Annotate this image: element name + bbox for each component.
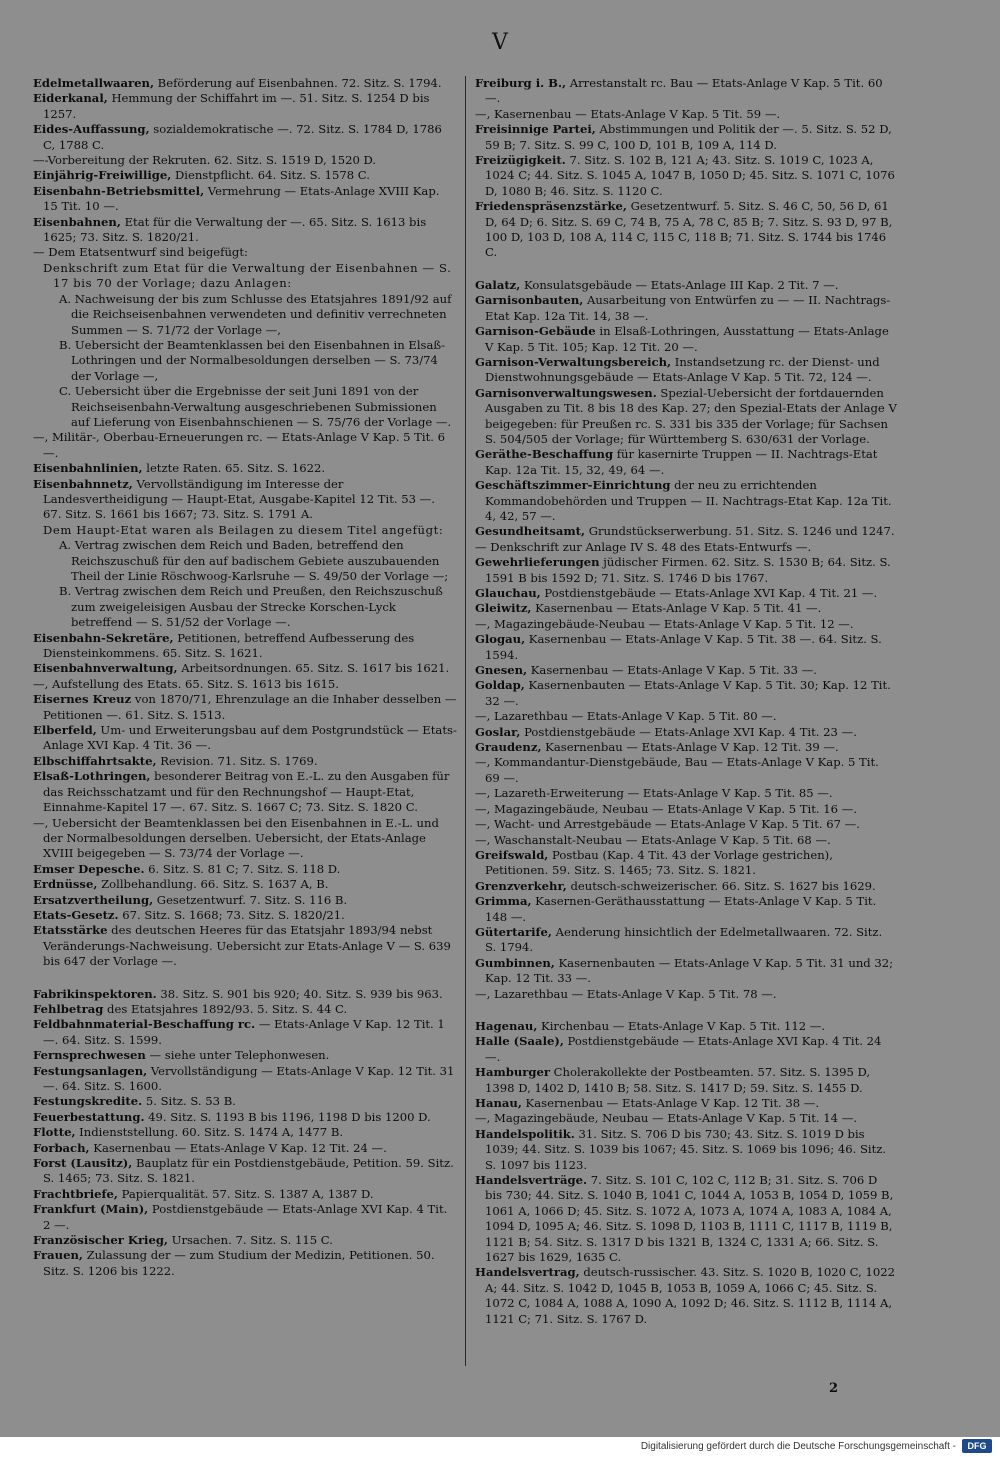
index-entry-heading: Forst (Lausitz), [33,1156,133,1171]
index-entry [33,91,457,122]
index-entry-text: der neu zu errichtenden Kommandobehörden und Truppen — II. Nachtrags-Etat Kap. 12a Tit. 4, 42, 57 —. [485,478,892,523]
index-entry-heading: Elberfeld, [33,723,97,738]
index-entry-text: Gesetzentwurf. 5. Sitz. S. 46 C, 50, 56 D, 61 D, 64 D; 6. Sitz. S. 69 C, 74 B, 75 A, 78 C, 85 B; 7. Sitz. S. 93 D, 97 B, 100 D, 103 D, 108 A, 114 C, 115 C, 118 B; 71. Sitz. S. 1744 bis 1746 C. [485,199,893,260]
index-entry [475,1096,897,1111]
index-entry [475,122,897,153]
index-entry-text: 38. Sitz. S. 901 bis 920; 40. Sitz. S. 939 bis 963. [156,986,443,1001]
index-entry-text: —, Wacht- und Arrestgebäude — Etats-Anlage V Kap. 5 Tit. 67 —. [475,817,860,832]
index-entry-heading: Freiburg i. B., [475,76,567,90]
index-entry-text: deutsch-schweizerischer. 66. Sitz. S. 1627 bis 1629. [566,878,876,893]
index-entry-heading: Galatz, [475,277,521,292]
index-entry [33,1094,457,1109]
index-entry-text: Postdienstgebäude — Etats-Anlage XVI Kap. 4 Tit. 23 —. [520,724,857,739]
index-entry-text: letzte Raten. 65. Sitz. S. 1622. [142,461,326,476]
section-gap [475,261,897,278]
index-entry [33,1202,457,1233]
index-entry-heading: Elsaß-Lothringen, [33,769,151,784]
index-entry-heading: Eisenbahnnetz, [33,476,133,491]
index-entry-text: Postdienstgebäude — Etats-Anlage XVI Kap. 4 Tit. 21 —. [540,586,878,600]
page-number: 2 [829,1381,839,1396]
index-entry-heading: Greifswald, [475,847,549,862]
index-entry [33,877,457,892]
index-entry [475,153,897,199]
column-divider [465,76,466,1366]
index-entry-heading: Garnison-Verwaltungsbereich, [475,354,672,369]
index-entry [33,122,457,153]
index-entry [475,725,897,740]
index-entry-text: Postdienstgebäude — Etats-Anlage XVI Kap. 4 Tit. 2 —. [43,1202,448,1232]
index-entry-heading: Hanau, [475,1096,522,1110]
footer-bar [0,1437,1000,1457]
index-entry-text: — Dem Etatsentwurf sind beigefügt: [33,245,248,260]
index-entry [475,1265,897,1327]
index-entry-text: deutsch-russischer. 43. Sitz. S. 1020 B, 1020 C, 1022 A; 44. Sitz. S. 1042 D, 1045 B, 1053 B, 1059 A, 1066 C; 45. Sitz. S. 1072 C, 1084 A, 1088 A, 1090 A, 1092 D; 46. Sitz. S. 1112 B, 1114 A, 1121 C; 71. Sitz. S. 1767 D. [485,1265,896,1326]
index-entry [475,524,897,539]
index-entry [33,168,457,183]
index-entry-heading: Eisenbahn-Betriebsmittel, [33,183,205,198]
index-entry [475,1065,897,1096]
index-entry-text: Petitionen, betreffend Aufbesserung des Diensteinkommens. 65. Sitz. S. 1621. [43,630,415,661]
index-entry [33,153,457,168]
index-entry-heading: Goldap, [475,678,525,693]
index-entry-text: —, Uebersicht der Beamtenklassen bei den Eisenbahnen in E.-L. und der Normalbesoldungen derselben. Uebersicht, der Etats-Anlage XVIII beigegeben — S. 73/74 der Vorlage —. [33,815,439,861]
index-column-right [475,76,897,1327]
index-entry-text: von 1870/71, Ehrenzulage an die Inhaber desselben — Petitionen —. 61. Sitz. S. 1513. [43,692,457,722]
index-entry-text: —, Magazingebäude, Neubau — Etats-Anlage V Kap. 5 Tit. 14 —. [475,1111,857,1126]
index-entry-heading: Gesundheitsamt, [475,524,586,539]
index-entry-heading: Glogau, [475,632,526,647]
index-entry [33,692,457,723]
index-entry-heading: Feldbahnmaterial-Beschaffung rc. [33,1017,256,1032]
index-entry-text: jüdischer Firmen. 62. Sitz. S. 1530 B; 64. Sitz. S. 1591 B bis 1592 D; 71. Sitz. S. 1746 D bis 1767. [485,555,891,585]
index-entry-text: —, Lazarethbau — Etats-Anlage V Kap. 5 Tit. 80 —. [475,709,777,724]
index-entry [475,601,897,616]
index-entry-heading: Handelsvertrag, [475,1265,580,1280]
index-entry [475,278,897,293]
index-entry [33,723,457,754]
index-entry [475,1034,897,1065]
index-entry-text: Kasernenbauten — Etats-Anlage V Kap. 5 Tit. 30; Kap. 12 Tit. 32 —. [485,678,891,708]
index-entry [33,893,457,908]
index-entry [33,1125,457,1140]
dfg-logo-icon: DFG [962,1439,992,1453]
index-entry-heading: Hagenau, [475,1018,538,1033]
index-entry [33,1048,457,1063]
index-entry [475,355,897,386]
index-entry-text: Kasernenbau — Etats-Anlage V Kap. 5 Tit. 38 —. 64. Sitz. S. 1594. [485,632,882,662]
index-subnote-item: A. Nachweisung der bis zum Schlusse des Etatsjahres 1891/92 auf die Reichseisenbahnen verwendeten und definitiv verrechneten Summen — S. 71/72 der Vorlage —, [59,291,452,337]
index-subnote-item: B. Vertrag zwischen dem Reich und Preußen, den Reichszuschuß zum zweigeleisigen Ausbau der Strecke Korschen-Lyck betreffend — S. 51/52 der Vorlage —. [59,584,443,630]
index-entry-heading: Goslar, [475,724,521,739]
index-entry-text: sozialdemokratische —. 72. Sitz. S. 1784 D, 1786 C, 1788 C. [43,122,442,152]
index-entry [475,632,897,663]
index-entry [33,430,457,461]
index-entry-text: 7. Sitz. S. 101 C, 102 C, 112 B; 31. Sitz. S. 706 D bis 730; 44. Sitz. S. 1040 B, 1041 C, 1044 A, 1053 B, 1054 D, 1059 B, 1061 A, 1066 D; 45. Sitz. S. 1072 A, 1073 A, 1074 A, 1083 A, 1084 A, 1094 D, 1095 A; 46. Sitz. S. 1098 D, 1103 B, 1111 C, 1117 B, 1119 B, 1121 B; 54. Sitz. S. 1317 D bis 1321 B, 1324 C, 1331 A; 66. Sitz. S. 1627 bis 1629, 1635 C. [485,1173,894,1265]
index-entry-text: Bauplatz für ein Postdienstgebäude, Petition. 59. Sitz. S. 1465; 73. Sitz. S. 1821. [43,1156,454,1186]
index-entry [33,1141,457,1156]
index-entry-text: Postdienstgebäude — Etats-Anlage XVI Kap. 4 Tit. 24 —. [485,1034,882,1064]
index-entry-heading: Garnison-Gebäude [475,324,596,339]
index-entry-text: Konsulatsgebäude — Etats-Anlage III Kap. 2 Tit. 7 —. [520,277,839,292]
index-entry-text: Spezial-Uebersicht der fortdauernden Ausgaben zu Tit. 8 bis 18 des Kap. 27; den Spezial-Etats der Anlage V beigegeben: für Preußen rc. S. 331 bis 335 der Vorlage; für Sachsen S. 504/505 der Vorlage; für Württemberg S. 630/631 der Vorlage. [485,385,897,446]
index-entry-text: 49. Sitz. S. 1193 B bis 1196, 1198 D bis 1200 D. [144,1109,431,1124]
index-entry [475,1111,897,1126]
index-entry-heading: Festungsanlagen, [33,1063,148,1078]
index-entry [33,461,457,476]
index-entry-text: Beförderung auf Eisenbahnen. 72. Sitz. S. 1794. [154,76,442,90]
index-entry-text: Um- und Erweiterungsbau auf dem Postgrundstück — Etats-Anlage XVI Kap. 4 Tit. 36 —. [43,723,457,753]
index-entry-text: des deutschen Heeres für das Etatsjahr 1893/94 nebst Veränderungs-Nachweisung. Uebersicht zur Etats-Anlage V — S. 639 bis 647 der Vorlage —. [43,923,451,969]
index-entry-text: Ursachen. 7. Sitz. S. 115 C. [167,1233,333,1248]
index-entry-text: Kirchenbau — Etats-Anlage V Kap. 5 Tit. 112 —. [537,1018,826,1033]
index-entry [475,755,897,786]
index-entry-text: — Etats-Anlage V Kap. 12 Tit. 1 —. 64. Sitz. S. 1599. [43,1017,445,1047]
index-entry [33,661,457,676]
index-entry-text: —, Kommandantur-Dienstgebäude, Bau — Etats-Anlage V Kap. 5 Tit. 69 —. [475,755,879,785]
index-entry-heading: Grenzverkehr, [475,878,567,893]
index-entry [475,478,897,524]
index-entry [33,923,457,969]
index-entry [33,769,457,815]
index-entry [33,76,457,91]
page-header-roman: V [492,30,508,55]
index-entry [33,1233,457,1248]
index-entry-text: —, Lazareth-Erweiterung — Etats-Anlage V Kap. 5 Tit. 85 —. [475,786,833,801]
index-entry-heading: Eisenbahnlinien, [33,461,143,476]
index-entry-heading: Geräthe-Beschaffung [475,447,614,462]
index-entry-heading: Eiderkanal, [33,91,108,106]
index-entry-text: —, Waschanstalt-Neubau — Etats-Anlage V Kap. 5 Tit. 68 —. [475,832,831,847]
index-entry [33,677,457,692]
index-entry [475,76,897,107]
index-entry [475,786,897,801]
index-entry-text: Papierqualität. 57. Sitz. S. 1387 A, 1387 D. [117,1186,374,1201]
index-entry-text: —, Kasernenbau — Etats-Anlage V Kap. 5 Tit. 59 —. [475,106,781,121]
index-entry-heading: Französischer Krieg, [33,1233,168,1248]
index-entry-text: —-Vorbereitung der Rekruten. 62. Sitz. S. 1519 D, 1520 D. [33,153,377,168]
index-entry-heading: Eisenbahn-Sekretäre, [33,630,174,645]
index-entry-heading: Flotte, [33,1125,76,1140]
index-entry [475,709,897,724]
index-entry [33,1064,457,1095]
section-gap [475,1002,897,1019]
index-entry-heading: Eisenbahnverwaltung, [33,661,178,676]
index-entry-heading: Halle (Saale), [475,1034,564,1049]
index-entry-text: —, Lazarethbau — Etats-Anlage V Kap. 5 Tit. 78 —. [475,986,777,1001]
index-entry [475,586,897,601]
index-entry-text: Zollbehandlung. 66. Sitz. S. 1637 A, B. [97,877,329,892]
index-entry [33,1002,457,1017]
index-entry [475,324,897,355]
index-subnote-item: C. Uebersicht über die Ergebnisse der seit Juni 1891 von der Reichseisenbahn-Verwaltung ausgeschriebenen Submissionen auf Lieferung von Eisenbahnschienen — S. 75/76 der Vorlage —. [59,384,452,429]
index-entry [475,740,897,755]
index-entry [475,678,897,709]
index-entry-heading: Frachtbriefe, [33,1186,118,1201]
index-entry-text: besonderer Beitrag von E.-L. zu den Ausgaben für das Reichsschatzamt und für den Rechnungshof — Haupt-Etat, Einnahme-Kapitel 17 —. 67. Sitz. S. 1667 C; 73. Sitz. S. 1820 C. [43,769,450,815]
index-entry-heading: Elbschiffahrtsakte, [33,753,157,768]
index-entry [475,663,897,678]
index-entry [33,1156,457,1187]
index-entry-heading: Gumbinnen, [475,955,555,970]
index-entry-text: Indienststellung. 60. Sitz. S. 1474 A, 1477 B. [75,1125,344,1140]
index-entry-text: 31. Sitz. S. 706 D bis 730; 43. Sitz. S. 1019 D bis 1039; 44. Sitz. S. 1039 bis 1067; 45. Sitz. S. 1069 bis 1096; 46. Sitz. S. 1097 bis 1123. [485,1126,887,1172]
index-entry-text: Instandsetzung rc. der Dienst- und Dienstwohnungsgebäude — Etats-Anlage V Kap. 5 Tit. 72, 124 —. [485,354,880,385]
index-entry [475,617,897,632]
index-entry [33,1110,457,1125]
index-entry-text: Postbau (Kap. 4 Tit. 43 der Vorlage gestrichen), Petitionen. 59. Sitz. S. 1465; 73. Sitz. S. 1821. [485,847,833,878]
index-entry [33,816,457,862]
index-entry-text: — Denkschrift zur Anlage IV S. 48 des Etats-Entwurfs —. [475,539,812,554]
index-entry [475,1127,897,1173]
index-entry-heading: Emser Depesche. [33,861,145,876]
index-entry-text: Arrestanstalt rc. Bau — Etats-Anlage V Kap. 5 Tit. 60 —. [485,76,883,106]
index-entry [33,184,457,215]
index-entry [33,215,457,246]
index-entry-heading: Ersatzvertheilung, [33,892,154,907]
footer-credit: Digitalisierung gefördert durch die Deutsche Forschungsgemeinschaft - [640,1441,956,1452]
index-entry [475,293,897,324]
index-entry-heading: Gütertarife, [475,924,552,939]
index-entry-heading: Garnisonverwaltungswesen. [475,385,657,400]
index-entry [475,817,897,832]
index-entry [33,908,457,923]
index-entry-text: —, Magazingebäude-Neubau — Etats-Anlage V Kap. 5 Tit. 12 —. [475,616,854,631]
index-entry-heading: Freisinnige Partei, [475,122,596,137]
index-entry-text: Revision. 71. Sitz. S. 1769. [156,753,318,768]
index-entry-heading: Feuerbestattung. [33,1109,145,1124]
index-subnote-item: A. Vertrag zwischen dem Reich und Baden, betreffend den Reichszuschuß für den auf badischem Gebiete auszubauenden Theil der Linie Röschwoog-Karlsruhe — S. 49/50 der Vorlage —; [59,538,449,583]
index-entry [33,245,457,260]
index-entry-text: Aenderung hinsichtlich der Edelmetallwaaren. 72. Sitz. S. 1794. [485,924,883,955]
index-entry [475,107,897,122]
index-entry-heading: Edelmetallwaaren, [33,76,154,90]
index-entry [475,540,897,555]
index-entry-text: 5. Sitz. S. 53 B. [142,1094,236,1109]
index-subnote-item: B. Uebersicht der Beamtenklassen bei den Eisenbahnen in Elsaß-Lothringen und der Normalbesoldungen derselben — S. 73/74 der Vorlage —, [59,337,446,383]
index-entry-text: —, Magazingebäude, Neubau — Etats-Anlage V Kap. 5 Tit. 16 —. [475,801,857,816]
index-entry [33,1017,457,1048]
index-entry-heading: Etats-Gesetz. [33,907,119,922]
index-column-left [33,76,457,1279]
index-entry-heading: Forbach, [33,1140,90,1155]
index-entry-heading: Erdnüsse, [33,877,98,892]
index-entry-text: in Elsaß-Lothringen, Ausstattung — Etats-Anlage V Kap. 5 Tit. 105; Kap. 12 Tit. 20 —. [485,324,889,354]
index-entry-text: Cholerakollekte der Postbeamten. 57. Sitz. S. 1395 D, 1398 D, 1402 D, 1410 B; 58. Sitz. S. 1417 D; 59. Sitz. S. 1455 D. [485,1065,871,1095]
index-entry-heading: Einjährig-Freiwillige, [33,168,172,183]
index-entry-heading: Friedenspräsenzstärke, [475,199,627,214]
index-entry [33,1248,457,1279]
index-entry-heading: Grimma, [475,894,532,909]
index-entry [475,879,897,894]
index-entry [33,754,457,769]
index-entry [33,1187,457,1202]
index-entry-text: — siehe unter Telephonwesen. [145,1048,330,1063]
index-entry [475,447,897,478]
index-entry [475,848,897,879]
index-entry-text: Kasernenbau — Etats-Anlage V Kap. 12 Tit. 38 —. [521,1096,820,1110]
index-entry [475,894,897,925]
index-entry [475,1019,897,1034]
index-entry [475,1173,897,1265]
index-entry-text: Vermehrung — Etats-Anlage XVIII Kap. 15 Tit. 10 —. [43,183,440,214]
index-entry [33,987,457,1002]
index-entry-heading: Eides-Auffassung, [33,122,150,137]
index-entry [33,631,457,662]
index-entry-text: Grundstückserwerbung. 51. Sitz. S. 1246 und 1247. [585,524,895,539]
index-entry-text: Zulassung der — zum Studium der Medizin, Petitionen. 50. Sitz. S. 1206 bis 1222. [43,1248,435,1278]
index-entry-heading: Hamburger [475,1065,550,1080]
index-entry-heading: Freizügigkeit. [475,153,566,168]
section-gap [33,970,457,987]
index-entry-heading: Graudenz, [475,740,542,755]
index-entry-text: Kasernenbau — Etats-Anlage V Kap. 12 Tit. 24 —. [89,1140,387,1155]
index-entry-text: Kasernen-Geräthausstattung — Etats-Anlage V Kap. 5 Tit. 148 —. [485,894,877,924]
index-entry [475,833,897,848]
index-entry [475,802,897,817]
index-entry-text: Kasernenbauten — Etats-Anlage V Kap. 5 Tit. 31 und 32; Kap. 12 Tit. 33 —. [485,955,894,986]
index-entry-text: Arbeitsordnungen. 65. Sitz. S. 1617 bis 1621. [177,661,450,676]
index-entry-heading: Handelspolitik. [475,1126,575,1141]
index-entry-text: Dienstpflicht. 64. Sitz. S. 1578 C. [171,168,370,183]
index-entry-text: Kasernenbau — Etats-Anlage V Kap. 12 Tit. 39 —. [541,740,839,755]
index-entry-text: Abstimmungen und Politik der —. 5. Sitz. S. 52 D, 59 B; 7. Sitz. S. 99 C, 100 D, 101 B, 109 A, 114 D. [485,122,892,152]
index-entry-heading: Eisenbahnen, [33,214,121,229]
index-entry-heading: Fehlbetrag [33,1001,104,1016]
index-entry-heading: Frankfurt (Main), [33,1202,149,1217]
index-entry-text: Hemmung der Schiffahrt im —. 51. Sitz. S. 1254 D bis 1257. [43,91,430,121]
index-subnote: Denkschrift zum Etat für die Verwaltung der Eisenbahnen — S. 17 bis 70 der Vorlage; dazu Anlagen: [43,260,452,291]
index-entry-text: —, Militär-, Oberbau-Erneuerungen rc. — Etats-Anlage V Kap. 5 Tit. 6 —. [33,430,445,460]
index-entry [475,386,897,448]
index-entry-heading: Handelsverträge. [475,1173,588,1188]
index-entry-text: —, Aufstellung des Etats. 65. Sitz. S. 1613 bis 1615. [33,676,339,691]
index-entry-text: Gesetzentwurf. 7. Sitz. S. 116 B. [153,892,348,907]
index-entry-heading: Gnesen, [475,663,528,678]
index-entry-heading: Frauen, [33,1248,83,1263]
index-entry-heading: Garnisonbauten, [475,293,584,308]
index-entry [475,925,897,956]
index-entry [33,477,457,523]
index-entry-text: Kasernenbau — Etats-Anlage V Kap. 5 Tit. 41 —. [531,601,822,616]
index-entry-text: Etat für die Verwaltung der —. 65. Sitz. S. 1613 bis 1625; 73. Sitz. S. 1820/21. [43,214,427,245]
index-subnote: Dem Haupt-Etat waren als Beilagen zu diesem Titel angefügt: [43,522,444,537]
index-entry-text: Vervollständigung im Interesse der Landesvertheidigung — Haupt-Etat, Ausgabe-Kapitel 12 Tit. 53 —. 67. Sitz. S. 1661 bis 1667; 73. Sitz. S. 1791 A. [43,476,435,522]
index-entry-heading: Etatsstärke [33,923,108,938]
index-entry-text: für kasernirte Truppen — II. Nachtrags-Etat Kap. 12a Tit. 15, 32, 49, 64 —. [485,447,878,477]
index-entry-text: Kasernenbau — Etats-Anlage V Kap. 5 Tit. 33 —. [527,663,817,678]
index-entry-heading: Eisernes Kreuz [33,692,132,707]
index-entry-heading: Festungskredite. [33,1094,143,1109]
index-entry-text: 7. Sitz. S. 102 B, 121 A; 43. Sitz. S. 1019 C, 1023 A, 1024 C; 44. Sitz. S. 1045 A, 1047 B, 1050 D; 45. Sitz. S. 1071 C, 1076 D, 1080 B; 46. Sitz. S. 1120 C. [485,153,895,198]
index-entry-text: 6. Sitz. S. 81 C; 7. Sitz. S. 118 D. [144,861,341,876]
index-entry-heading: Glauchau, [475,586,541,600]
index-entry-text: 67. Sitz. S. 1668; 73. Sitz. S. 1820/21. [118,907,345,922]
index-entry [475,555,897,586]
index-entry [475,987,897,1002]
index-entry-text: Vervollständigung — Etats-Anlage V Kap. 12 Tit. 31 —. 64. Sitz. S. 1600. [43,1063,455,1093]
index-entry-text: des Etatsjahres 1892/93. 5. Sitz. S. 44 C. [103,1001,348,1016]
index-entry-text: Ausarbeitung von Entwürfen zu — — II. Nachtrags-Etat Kap. 12a Tit. 14, 38 —. [485,293,891,323]
index-entry [475,199,897,261]
index-entry-heading: Geschäftszimmer-Einrichtung [475,478,671,493]
index-entry-heading: Gleiwitz, [475,601,532,616]
index-entry-heading: Fernsprechwesen [33,1048,146,1063]
index-entry-heading: Gewehrlieferungen [475,555,600,570]
index-entry [33,862,457,877]
index-entry [475,956,897,987]
index-entry-heading: Fabrikinspektoren. [33,986,157,1001]
